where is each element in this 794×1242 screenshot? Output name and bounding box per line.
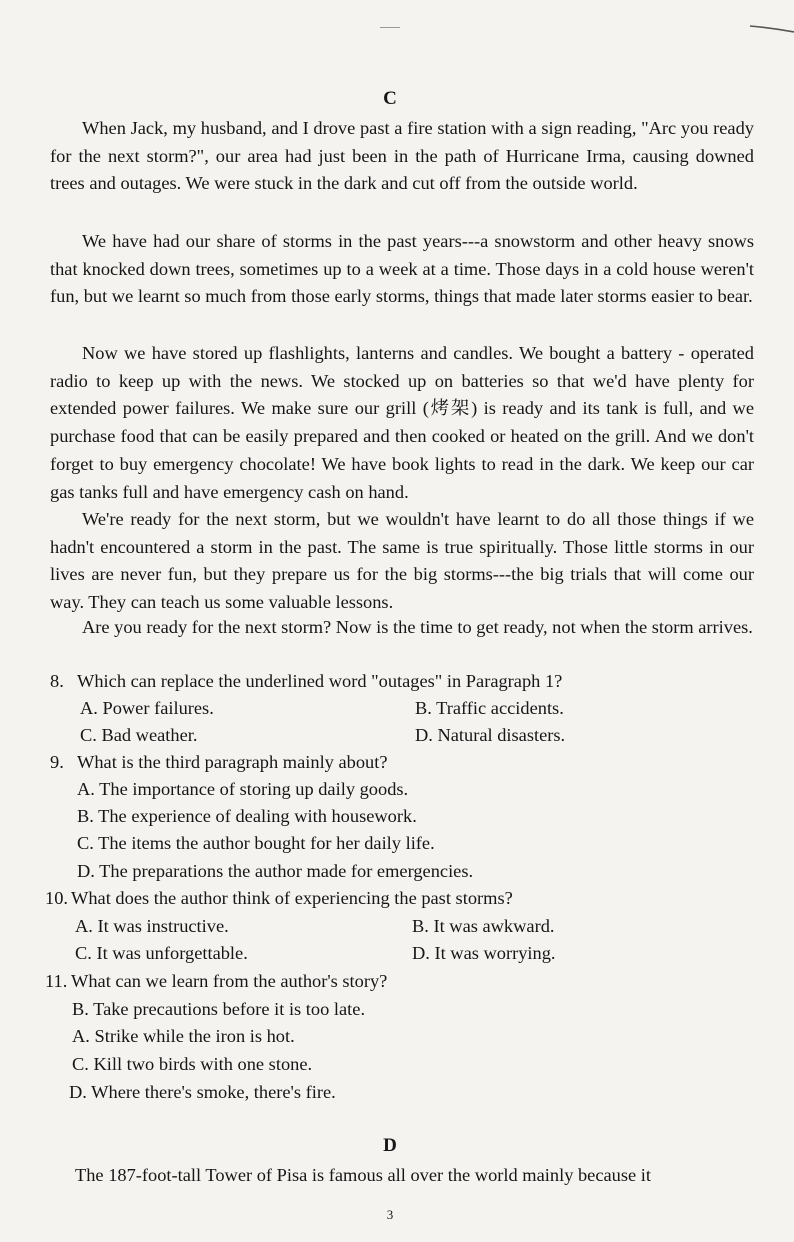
question-11-option-a[interactable]: A. Strike while the iron is hot.: [72, 1026, 295, 1046]
passage-paragraph-3: Now we have stored up flashlights, lanterns and candles. We bought a battery - operated radio to keep up with the news. We stocked up on batteries so that we'd have plenty for extended power failures. We make sure our grill (烤架) is ready and its tank is full, and we purchase food that can be easily prepared and then cooked or heated on the grill. And we don't forget to buy emergency chocolate! We have book lights to read in the dark. We keep our car gas tanks full and have emergency cash on hand.: [50, 343, 754, 502]
passage-paragraph-2: We have had our share of storms in the past years---a snowstorm and other heavy snows that knocked down trees, sometimes up to a week at a time. Those days in a cold house weren't fun, but we learnt so much from those early storms, things that made later storms easier to bear.: [50, 231, 754, 307]
passage-paragraph-5: Are you ready for the next storm? Now is the time to get ready, not when the storm arrives.: [82, 617, 753, 637]
question-10-option-a[interactable]: A. It was instructive.: [75, 916, 229, 936]
question-9-option-b[interactable]: B. The experience of dealing with housework.: [77, 806, 417, 826]
question-10-option-b[interactable]: B. It was awkward.: [412, 916, 555, 936]
question-8-option-b[interactable]: B. Traffic accidents.: [415, 698, 564, 718]
question-11-option-c[interactable]: C. Kill two birds with one stone.: [72, 1054, 313, 1074]
question-10-option-c[interactable]: C. It was unforgettable.: [75, 943, 248, 963]
question-9-stem: What is the third paragraph mainly about?: [77, 752, 388, 772]
question-11-stem: What can we learn from the author's story?: [71, 971, 388, 991]
question-8-number: 8.: [50, 671, 64, 691]
passage-paragraph-1: When Jack, my husband, and I drove past a fire station with a sign reading, "Arc you ready for the next storm?", our area had just been in the path of Hurricane Irma, causing downed trees and outages. We were stuck in the dark and cut off from the outside world.: [50, 118, 754, 194]
question-10-stem: What does the author think of experiencing the past storms?: [71, 888, 513, 908]
passage-paragraph-4: We're ready for the next storm, but we wouldn't have learnt to do all those things if we hadn't encountered a storm in the past. The same is true spiritually. Those little storms in our lives are never fun, but they prepare us for the big storms---the big trials that will come our way. They can teach us some valuable lessons.: [50, 509, 754, 613]
section-c-heading: C: [383, 88, 397, 109]
question-10-number: 10.: [45, 888, 68, 908]
question-8-stem: Which can replace the underlined word "outages" in Paragraph 1?: [77, 671, 563, 691]
question-8-option-c[interactable]: C. Bad weather.: [80, 725, 198, 745]
question-9-option-a[interactable]: A. The importance of storing up daily goods.: [77, 779, 409, 799]
question-8-option-a[interactable]: A. Power failures.: [80, 698, 214, 718]
question-11-option-b[interactable]: B. Take precautions before it is too late.: [72, 999, 366, 1019]
top-scan-mark: [380, 27, 400, 28]
page-number: 3: [386, 1207, 394, 1222]
question-10-option-d[interactable]: D. It was worrying.: [412, 943, 556, 963]
question-11-number: 11.: [45, 971, 68, 991]
question-9-option-d[interactable]: D. The preparations the author made for emergencies.: [77, 861, 474, 881]
question-11-option-d[interactable]: D. Where there's smoke, there's fire.: [69, 1082, 336, 1102]
section-d-first-line: The 187-foot-tall Tower of Pisa is famous all over the world mainly because it: [75, 1165, 651, 1185]
question-8-option-d[interactable]: D. Natural disasters.: [415, 725, 566, 745]
question-9-option-c[interactable]: C. The items the author bought for her daily life.: [77, 833, 435, 853]
section-d-heading: D: [383, 1135, 397, 1156]
page-corner-mark: [748, 22, 794, 34]
question-9-number: 9.: [50, 752, 64, 772]
